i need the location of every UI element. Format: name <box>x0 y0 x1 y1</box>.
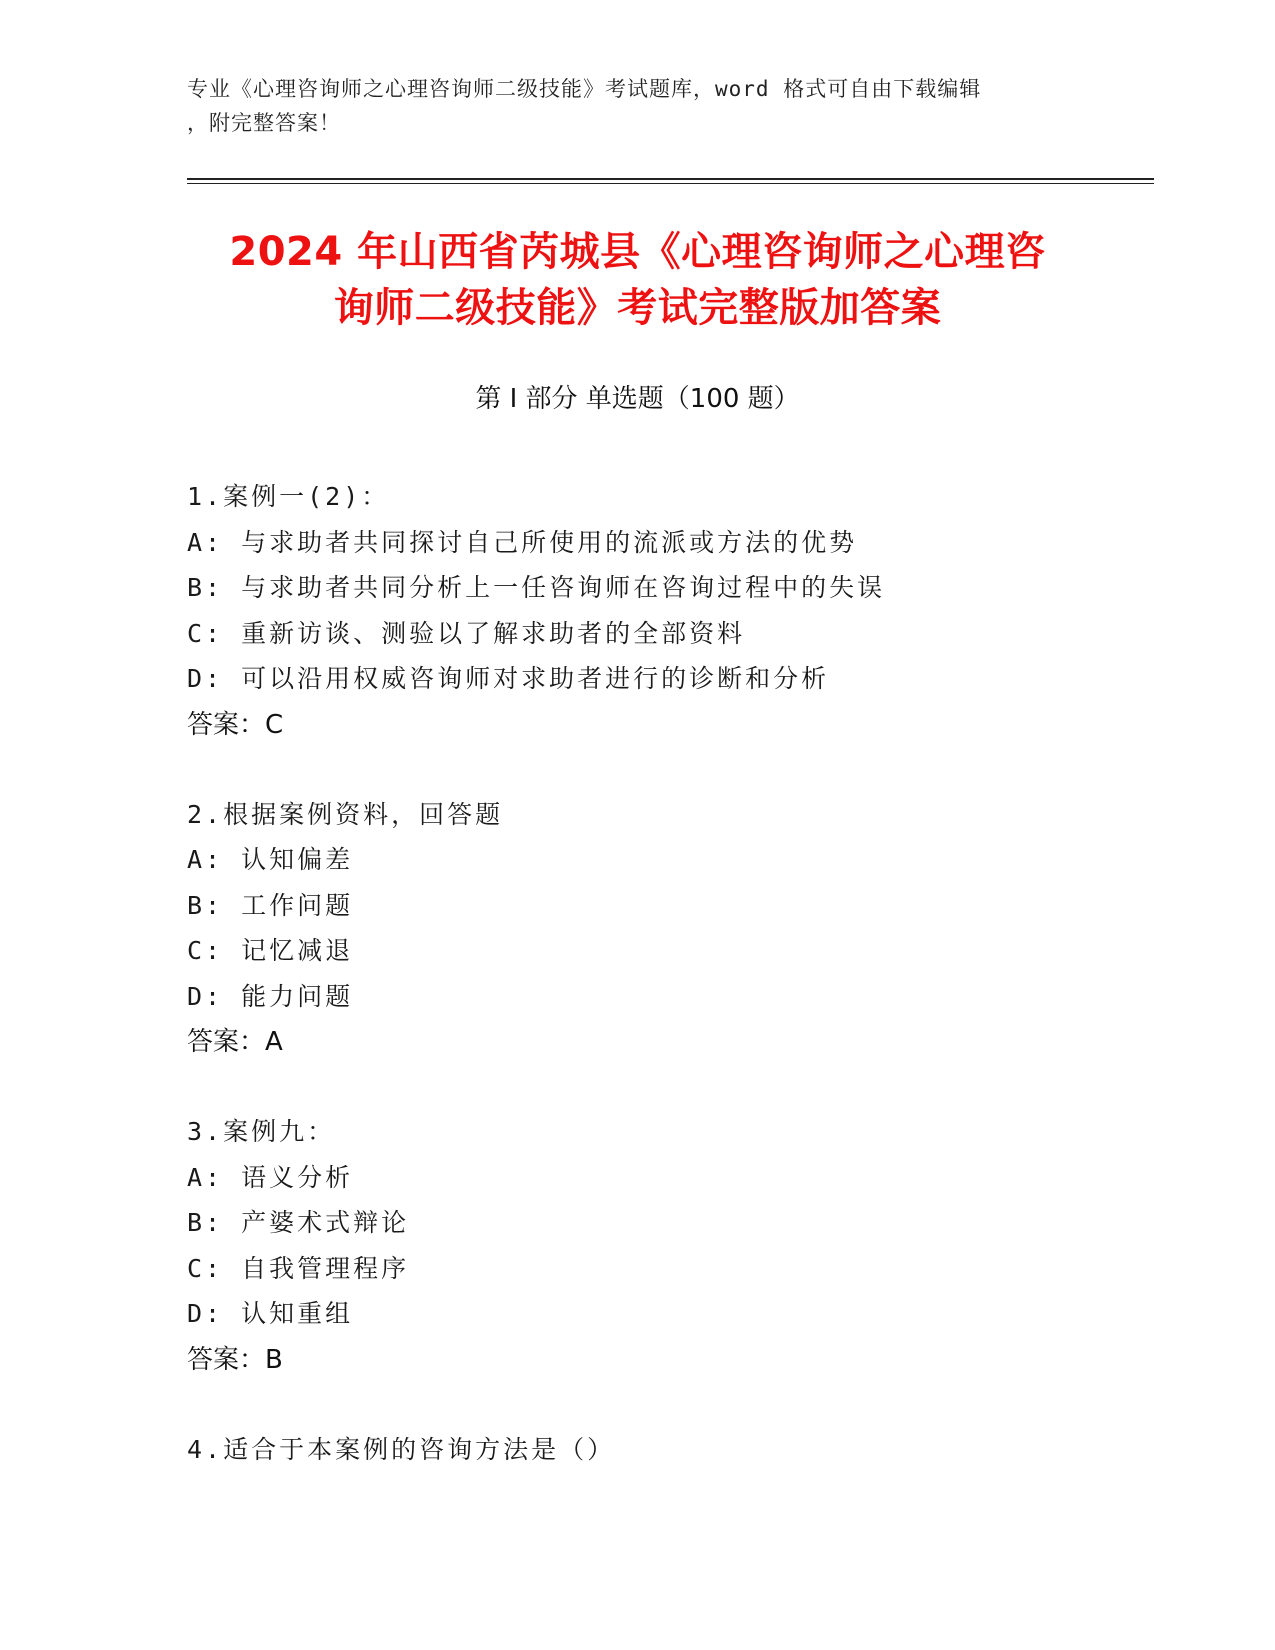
option-key: D: <box>187 664 224 693</box>
option-text: 工作问题 <box>241 890 354 920</box>
option-text: 产婆术式辩论 <box>241 1208 410 1237</box>
option-text: 与求助者共同分析上一任咨询师在咨询过程中的失误 <box>241 573 886 602</box>
option-text: 与求助者共同探讨自己所使用的流派或方法的优势 <box>241 527 858 557</box>
header-note <box>187 72 1087 140</box>
option-text: 语义分析 <box>241 1162 354 1192</box>
option-d <box>187 1291 1147 1337</box>
option-key: D: <box>187 1299 224 1328</box>
question-2 <box>187 792 1147 1066</box>
question-4 <box>187 1427 1147 1473</box>
option-key: D: <box>187 981 224 1011</box>
option-key: B: <box>187 1208 224 1237</box>
page-title <box>140 224 1135 336</box>
header-divider-thin <box>187 183 1154 184</box>
answer-line: 答案：B <box>187 1344 283 1375</box>
option-b <box>187 565 1147 611</box>
header-note-line-1: 专业《心理咨询师之心理咨询师二级技能》考试题库，word 格式可自由下载编辑 <box>187 77 982 101</box>
option-key: A: <box>187 1162 224 1192</box>
option-text: 认知偏差 <box>241 845 354 874</box>
question-stem: 3.案例九： <box>187 1117 336 1146</box>
option-text: 自我管理程序 <box>241 1253 410 1283</box>
option-key: A: <box>187 845 224 874</box>
header-divider-thick <box>187 178 1154 180</box>
option-c <box>187 928 1147 974</box>
question-stem: 1.案例一(2)： <box>187 482 390 511</box>
option-key: C: <box>187 936 224 965</box>
page-title-line-1: 2024 年山西省芮城县《心理咨询师之心理咨 <box>229 229 1046 275</box>
option-a <box>187 837 1147 883</box>
header-note-line-2: ，附完整答案！ <box>187 111 341 135</box>
option-c <box>187 611 1147 657</box>
option-text: 重新访谈、测验以了解求助者的全部资料 <box>241 618 746 648</box>
section-title: 第 I 部分 单选题（100 题） <box>475 384 800 414</box>
option-b <box>187 883 1147 929</box>
question-1 <box>187 474 1147 748</box>
option-c <box>187 1246 1147 1292</box>
answer-line: 答案：A <box>187 1027 283 1057</box>
option-text: 能力问题 <box>241 981 354 1011</box>
option-key: A: <box>187 527 224 557</box>
option-b <box>187 1200 1147 1246</box>
option-text: 认知重组 <box>241 1299 354 1328</box>
option-text: 可以沿用权威咨询师对求助者进行的诊断和分析 <box>241 664 830 693</box>
option-d <box>187 974 1147 1020</box>
option-key: C: <box>187 618 224 648</box>
option-key: B: <box>187 573 224 602</box>
option-a <box>187 1155 1147 1201</box>
answer-line: 答案：C <box>187 709 284 740</box>
option-text: 记忆减退 <box>241 936 354 965</box>
option-key: B: <box>187 890 224 920</box>
question-stem: 4.适合于本案例的咨询方法是（） <box>187 1434 616 1464</box>
question-3 <box>187 1109 1147 1383</box>
option-key: C: <box>187 1253 224 1283</box>
option-d <box>187 656 1147 702</box>
question-stem: 2.根据案例资料，回答题 <box>187 799 504 829</box>
option-a <box>187 520 1147 566</box>
question-list <box>187 474 1147 1516</box>
page-title-line-2: 询师二级技能》考试完整版加答案 <box>333 285 942 331</box>
